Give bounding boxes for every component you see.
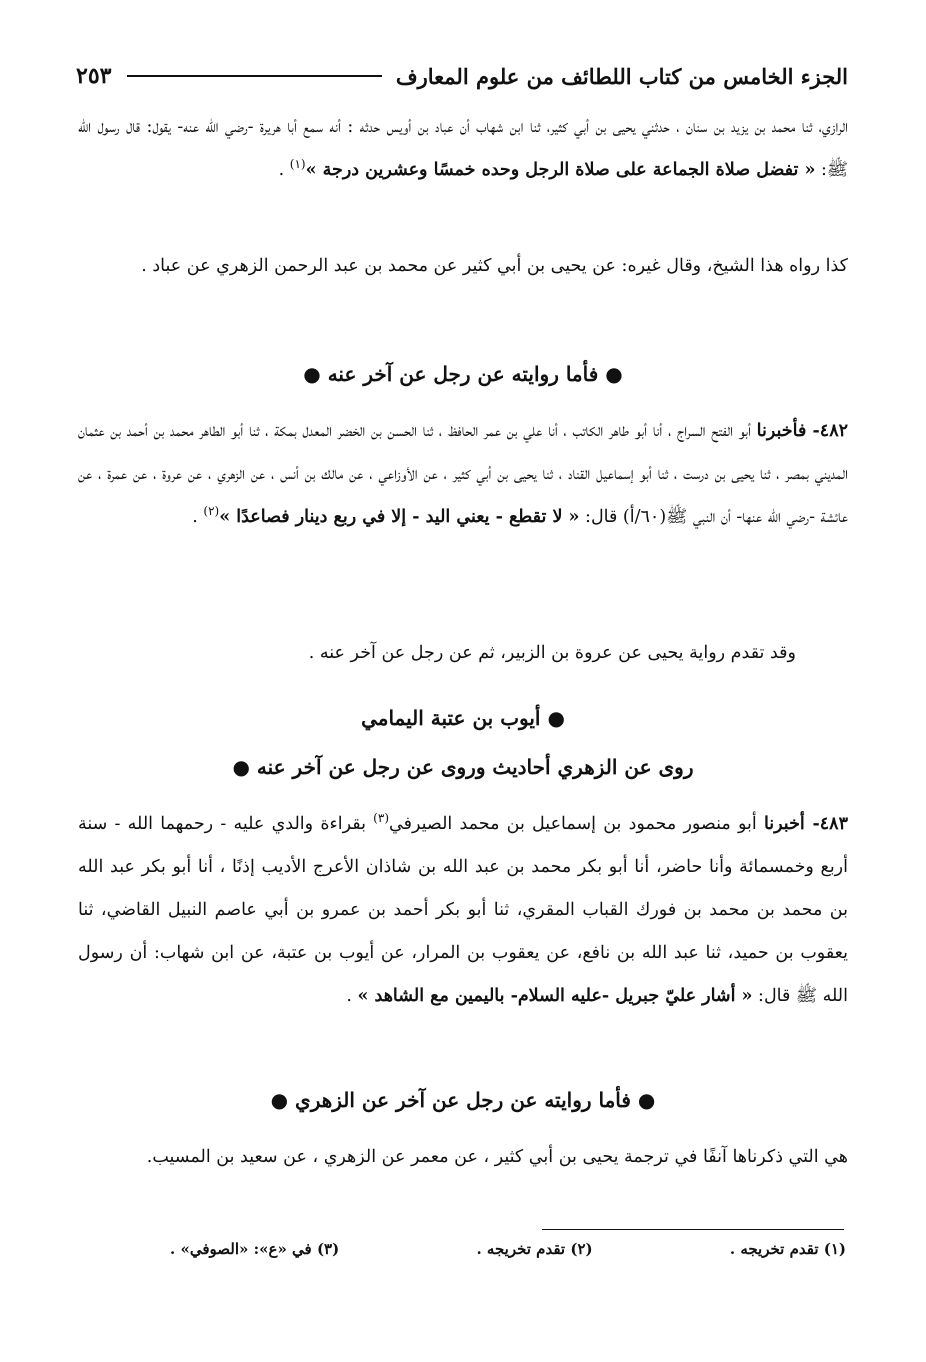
paragraph-6 bbox=[78, 1136, 848, 1179]
hadith-text-3: « أشار عليّ جبريل -عليه السلام- باليمين مع الشاهد » bbox=[357, 986, 753, 1006]
hadith-number-482: ٤٨٢- فأخبرنا bbox=[756, 421, 848, 441]
footnote-2: (٢) تقدم تخريجه . bbox=[476, 1240, 593, 1258]
paragraph-3-end: . bbox=[192, 507, 204, 527]
paragraph-6-text: هي التي ذكرناها آنفًا في ترجمة يحيى بن أبي كثير ، عن معمر عن الزهري ، عن سعيد بن المسيب. bbox=[146, 1147, 848, 1167]
paragraph-5-end: . bbox=[346, 986, 358, 1006]
footnote-ref-2: (٢) bbox=[203, 504, 220, 519]
hadith-text-2: « لا تقطع - يعني اليد - إلا في ربع دينار فصاعدًا » bbox=[219, 507, 580, 527]
paragraph-2-text: كذا رواه هذا الشيخ، وقال غيره: عن يحيى بن أبي كثير عن محمد بن عبد الرحمن الزهري عن عباد . bbox=[141, 256, 848, 276]
footnote-3: (٣) في «ع»: «الصوفي» . bbox=[170, 1240, 340, 1258]
section-heading-1: ● فأما روايته عن رجل عن آخر عنه ● bbox=[303, 362, 623, 386]
paragraph-1 bbox=[78, 106, 848, 192]
paragraph-2 bbox=[78, 245, 848, 288]
hadith-text-1: « تفضل صلاة الجماعة على صلاة الرجل وحده خمسًا وعشرين درجة » bbox=[305, 160, 816, 180]
section-heading-3: روى عن الزهري أحاديث وروى عن رجل عن آخر عنه ● bbox=[232, 755, 694, 779]
paragraph-5-text-a: أبو منصور محمود بن إسماعيل بن محمد الصيرفي bbox=[389, 814, 764, 834]
page-number: ٢٥٣ bbox=[76, 63, 112, 89]
section-heading-2: ● أيوب بن عتبة اليمامي bbox=[361, 706, 565, 730]
paragraph-3-text: أبو الفتح السراج ، أنا أبو طاهر الكاتب ، أنا علي بن عمر الحافظ ، ثنا الحسن بن الخضر المعدل بمكة ، ثنا أبو الطاهر محمد بن أحمد بن عثمان المديني بمصر ، ثنا يحيى بن درست ، ثنا أبو إسماعيل القناد ، ثنا يحيى بن أبي كثير ، عن الأوزاعي ، عن مالك بن أنس ، عن الزهري ، عن عروة ، عن عمرة ، عن عائشة -رضي الله عنها- أن النبي ﷺ(٦٠/أ) قال: bbox=[78, 421, 848, 527]
paragraph-1-text: الرازي، ثنا محمد بن يزيد بن سنان ، حدثني يحيى بن أبي كثير، ثنا ابن شهاب أن عباد بن أويس حدثه : أنه سمع أبا هريرة -رضي الله عنه- يقول: قال رسول الله ﷺ: bbox=[78, 117, 848, 180]
paragraph-5 bbox=[78, 803, 848, 1018]
paragraph-4 bbox=[78, 632, 796, 675]
footnote-1: (١) تقدم تخريجه . bbox=[729, 1240, 846, 1258]
header-rule bbox=[127, 75, 381, 77]
footnote-ref-3: (٣) bbox=[373, 811, 389, 826]
paragraph-1-end: . bbox=[278, 160, 290, 180]
footnote-ref-1: (١) bbox=[289, 157, 306, 172]
footnotes bbox=[170, 1240, 846, 1270]
paragraph-3 bbox=[78, 410, 848, 539]
running-header-title: الجزء الخامس من كتاب اللطائف من علوم المعارف bbox=[395, 63, 848, 89]
running-header bbox=[76, 56, 848, 96]
paragraph-5-text-b: بقراءة والدي عليه - رحمهما الله - سنة أربع وخمسمائة وأنا حاضر، أنا أبو بكر محمد بن عبد الله بن شاذان الأعرج الأديب إذنًا ، أنا أبو بكر عبد الله بن محمد بن محمد بن فورك القباب المقري، ثنا أبو بكر أحمد بن عمرو بن أبي عاصم النبيل القاضي، ثنا يعقوب بن حميد، ثنا عبد الله بن نافع، عن يعقوب بن المرار، عن أيوب بن عتبة، عن ابن شهاب: أن رسول الله ﷺ قال: bbox=[78, 814, 848, 1006]
hadith-number-483: ٤٨٣- أخبرنا bbox=[763, 814, 848, 834]
section-heading-4: ● فأما روايته عن رجل عن آخر عن الزهري ● bbox=[270, 1088, 656, 1112]
paragraph-4-text: وقد تقدم رواية يحيى عن عروة بن الزبير، ثم عن رجل عن آخر عنه . bbox=[308, 643, 796, 663]
footnote-separator bbox=[542, 1229, 844, 1230]
